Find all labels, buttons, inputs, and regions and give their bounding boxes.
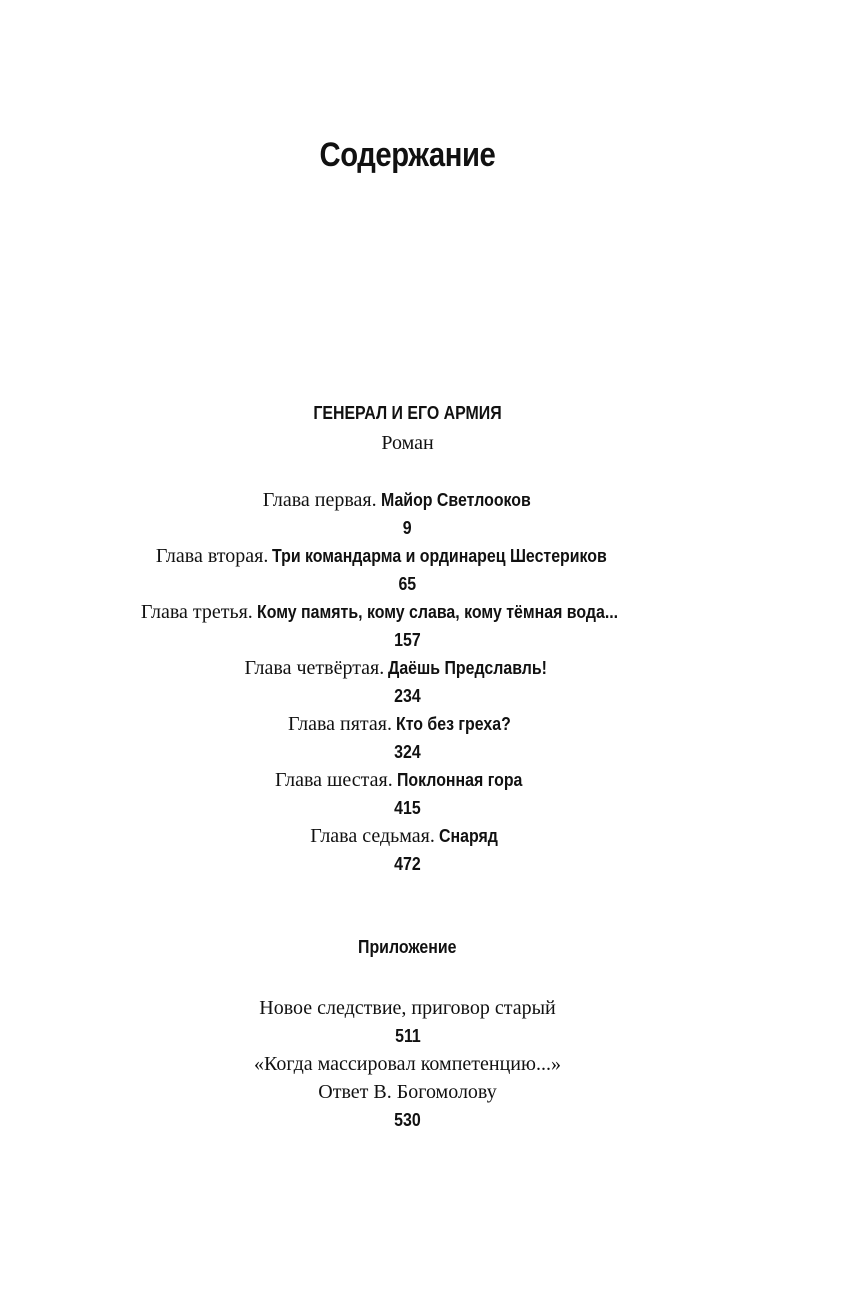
chapter-title: Кто без греха? [395, 713, 511, 734]
toc-entry[interactable] [0, 766, 815, 822]
chapter-prefix: Глава пятая. [288, 713, 392, 735]
chapter-prefix: Глава вторая. [155, 545, 269, 567]
appendix-title: Приложение [358, 936, 457, 957]
novel-title: ГЕНЕРАЛ И ЕГО АРМИЯ [313, 402, 502, 423]
page-number: 65 [398, 573, 417, 594]
page-title: Содержание [319, 136, 496, 174]
chapter-title: Кому память, кому слава, кому тёмная вода... [256, 601, 618, 622]
appendix-item-title: Новое следствие, приговор старый [259, 997, 556, 1019]
page-number: 324 [394, 741, 421, 762]
page-number: 530 [394, 1109, 421, 1130]
toc-entry[interactable] [0, 994, 815, 1050]
page-number: 234 [394, 685, 421, 706]
toc-entry[interactable] [0, 654, 815, 710]
chapter-title: Три командарма и ординарец Шестериков [272, 545, 608, 566]
toc-entry[interactable] [0, 486, 815, 542]
chapter-title: Поклонная гора [396, 769, 523, 790]
page-number: 415 [394, 797, 421, 818]
chapter-title: Майор Светлооков [380, 489, 531, 510]
appendix-title-block [0, 936, 815, 958]
chapter-prefix: Глава седьмая. [310, 825, 435, 847]
toc-entry[interactable] [0, 1050, 815, 1134]
chapter-prefix: Глава первая. [262, 489, 377, 511]
chapter-prefix: Глава четвёртая. [244, 657, 385, 679]
toc-entry[interactable] [0, 710, 815, 766]
chapter-title: Даёшь Предславль! [388, 657, 548, 678]
appendix-item-title: «Когда массировал компетенцию...» [254, 1053, 561, 1075]
page-number: 9 [403, 517, 412, 538]
novel-title-block [0, 402, 815, 424]
chapter-title: Снаряд [438, 825, 498, 846]
toc-entry[interactable] [0, 598, 815, 654]
appendix-list [0, 994, 815, 1134]
chapter-list [0, 486, 815, 878]
toc-entry[interactable] [0, 542, 815, 598]
chapter-prefix: Глава шестая. [275, 769, 393, 791]
chapter-prefix: Глава третья. [140, 601, 253, 623]
page-number: 472 [394, 853, 421, 874]
page-number: 157 [394, 629, 421, 650]
appendix-item-subtitle: Ответ В. Богомолову [318, 1081, 497, 1103]
page-number: 511 [394, 1025, 421, 1046]
novel-subtitle: Роман [381, 432, 434, 454]
toc-entry[interactable] [0, 822, 815, 878]
